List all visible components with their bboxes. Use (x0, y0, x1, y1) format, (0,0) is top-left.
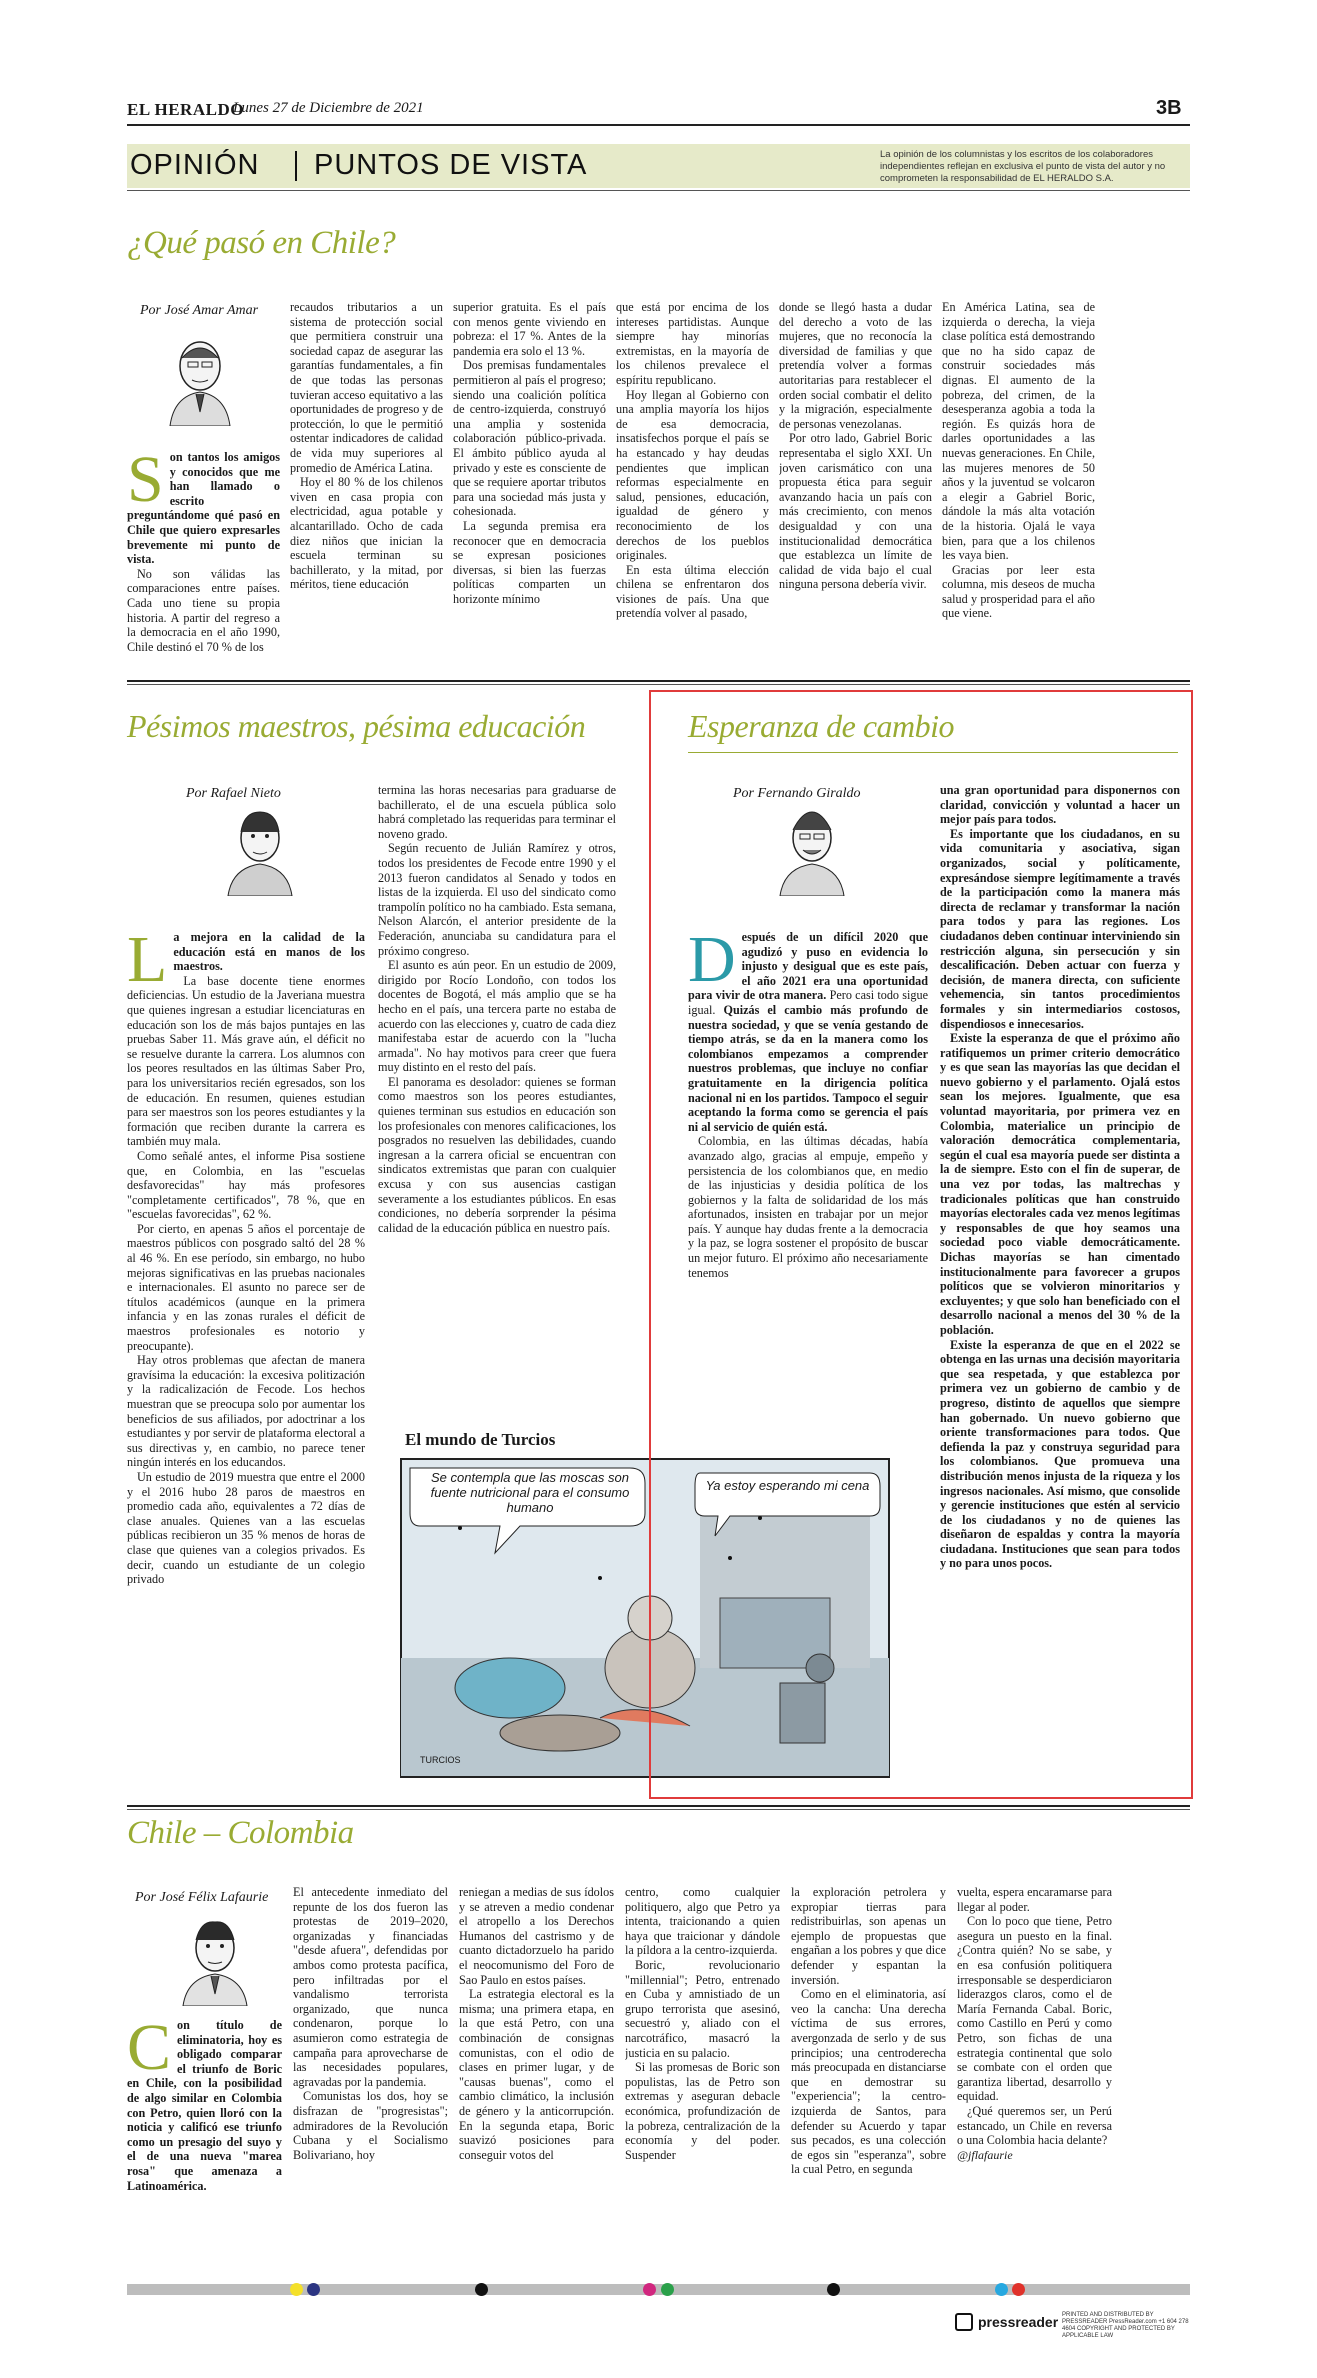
chile-col2-p2: Hoy el 80 % de los chilenos viven en casa propia con electricidad, agua potable y alcantarillado. Ocho de cada diez niños que inician la escuela terminan su bachillerato, y la mitad, por méritos, tiene educación (290, 475, 443, 592)
chile-col2-p1: recaudos tributarios a un sistema de protección social que permitiera construir una sociedad capaz de asegurar las garantías fundamentales, a fin de que todas las personas tuvieran acceso equitativo a las oportunidades de progreso y de protección, lo que le permitió ostentar indicadores de calidad de vida muy superiores al promedio de América Latina. (290, 300, 443, 475)
portrait-giraldo (772, 800, 852, 896)
page-number: 3B (1156, 97, 1182, 119)
colombia-col6-p2: Con lo poco que tiene, Petro asegura un puesto en la final. ¿Contra quién? No se sabe, y en esa confusión politiquera irresponsable se desperdiciaron liderazgos claros, como el de María Fernanda Cabal. Boric, como Castillo en Perú y como Petro, son fichas de una estrategia continental que solo se combate con el orden que garantiza libertad, desarrollo y equidad. (957, 1914, 1112, 2104)
colombia-col1-p1: on título de eliminatoria, hoy es obligado comparar el triunfo de Boric en Chile, con la posibilidad de algo similar en Colombia con Petro, quien lloró con la noticia y calificó ese triunfo como un presagio del suyo y el de una nueva "marea rosa" que amenaza a Latinoamérica. (127, 2018, 282, 2193)
chile-col6-p2: Gracias por leer esta columna, mis deseos de mucha salud y prosperidad para el año que viene. (942, 562, 1095, 621)
colombia-col4-p2: Boric, revolucionario "millennial"; Petro, entrenado en Cuba y amnistiado de un grupo terrorista que asesinó, secuestró y, aliado con el narcotráfico, masacró la justicia en su palacio. (625, 1957, 780, 2060)
chile-col2 (290, 300, 443, 665)
chile-col4-p1: que está por encima de los intereses partidistas. Aunque siempre hay minorías extremistas, en la mayoría de los chilenos prevalece el espíritu republicano. (616, 300, 769, 387)
colombia-col2-p1: El antecedente inmediato del repunte de los dos fueron las protestas de 2019–2020, organizadas y financiadas "desde afuera", defendidas por ambos como protesta pacífica, pero infiltradas por el vandalismo terrorista organizado, que nunca condenaron, porque lo asumieron como estrategia de campaña para aprovecharse de las necesidades populares, agravadas por la pandemia. (293, 1885, 448, 2089)
colombia-col5-p1: la exploración petrolera y expropiar tierras para redistribuirlas, son apenas un ejemplo de propuestas que engañan a los pobres y que dice defender y espantan la inversión. (791, 1885, 946, 1987)
cartoon-signature: TURCIOS (420, 1755, 461, 1765)
esperanza-col2 (940, 783, 1180, 1778)
colombia-col3-p1: reniegan a medias de sus ídolos y se atreven a medio condenar el atropello a los Derechos Humanos del castrismo y de cuanto dictadorzuelo ha parido el neocomunismo del Foro de Sao Paulo en estos países. (459, 1885, 614, 1987)
colombia-col4-p1: centro, como cualquier politiquero, algo que Petro ya intenta, traicionando a quien haya que traicionar y dándole la píldora a la centro-izquierda. (625, 1885, 780, 1958)
maestros-col2-p1: termina las horas necesarias para graduarse de bachillerato, el de una escuela pública solo habrá completado las requeridas para terminar el noveno grado. (378, 783, 616, 841)
headline-colombia: Chile – Colombia (127, 1815, 354, 1851)
masthead-brand: EL HERALDO (127, 100, 244, 119)
esperanza-lead-bold: espués de un difícil 2020 que agudizó y puso en evidencia lo injusto y desigual que es este país, el año 2021 era una oportunidad para vivir de otra manera. (688, 930, 928, 1003)
portrait-nieto (220, 800, 300, 896)
byline-colombia: Por José Félix Lafaurie (135, 1890, 269, 1905)
colombia-col2 (293, 1885, 448, 2275)
esperanza-col1 (688, 930, 928, 1380)
chile-col4 (616, 300, 769, 665)
pressreader-icon (955, 2313, 973, 2331)
headline-maestros: Pésimos maestros, pésima educación (127, 708, 586, 744)
maestros-col1-p2: La base docente tiene enormes deficiencias. Un estudio de la Javeriana muestra que quienes ingresan a estudiar licenciaturas en educación son los de más bajos puntajes en las pruebas Saber 11. Más grave aún, el déficit no se resuelve durante la carrera. Los alumnos con los peores resultados en las últimas Saber Pro, para los universitarios recién egresados, son los de educación. En resumen, quienes estudian para ser maestros son los peores estudiantes y la formación que reciben durante la carrera es también muy mala. (127, 973, 365, 1149)
chile-col3-p3: La segunda premisa era reconocer que en democracia se expresan posiciones diversas, si bien las fuerzas políticas comparten un horizonte mínimo (453, 518, 606, 606)
section-disclaimer: La opinión de los columnistas y los escritos de los colaboradores independientes reflejan en exclusiva el punto de vista del autor y no comprometen la responsabilidad de EL HERALDO S.A. (880, 149, 1166, 184)
colombia-col5 (791, 1885, 946, 2275)
colombia-col5-p2: Como en el eliminatoria, así veo la cancha: Una derecha víctima de sus errores, avergonzada de serlo y de sus principios; una centroderecha más preocupada en distanciarse que en demostrar su "experiencia"; la centro-izquierda de Santos, para defender su Acuerdo y tapar sus pecados, es una colección de egos sin "esperanza", sobre la cual Petro, en segunda (791, 1987, 946, 2177)
colombia-col4 (625, 1885, 780, 2275)
cartoon-bubble-left: Se contempla que las moscas son fuente nutricional para el consumo humano (430, 1470, 630, 1515)
byline-chile: Por José Amar Amar (140, 303, 259, 318)
pressreader-copyright: PRINTED AND DISTRIBUTED BY PRESSREADER PressReader.com +1 604 278 4604 COPYRIGHT AND PROTECTED BY APPLICABLE LAW (1062, 2312, 1189, 2339)
esperanza-col2-p2: Es importante que los ciudadanos, en su vida comunitaria y asociativa, sigan organizados, social y políticamente, expresándose siempre legítimamente a través de la participación como la manera más directa de reclamar y transformar la nación para todos y para las regiones. Los ciudadanos deben continuar interviniendo sin restricción alguna, sin persecución y sin descalificación. Deben actuar con fuerza y decisión, de manera directa, con suficiente vehemencia, sin tantos procedimientos formales y sin intermediarios costosos, dispendiosos e innecesarios. (940, 826, 1180, 1031)
registration-dot-green (661, 2283, 674, 2296)
registration-dot-black (475, 2283, 488, 2296)
maestros-col1-p3: Como señalé antes, el informe Pisa sostiene que, en Colombia, en las "escuelas desfavorecidas" hay más profesores "completamente certificados", 78 %, que en "escuelas favorecidas", 62 %. (127, 1148, 365, 1222)
colombia-col1 (127, 2018, 282, 2273)
pressreader-badge (955, 2313, 1058, 2331)
color-registration-bar (127, 2284, 1190, 2295)
maestros-col1-p1: a mejora en la calidad de la educación está en manos de los maestros. (173, 930, 365, 974)
esperanza-col1-p2: Colombia, en las últimas décadas, había avanzado algo, gracias al empuje, empeño y persistencia de los colombianos que, en medio de las injusticias y desidia política de los gobiernos y la falta de solidaridad de los más afortunados, insisten en trabajar por un mejor país. Y aunque hay dudas frente a la democracia y la paz, se logra sostener el propósito de buscar un mejor futuro. El próximo año necesariamente tenemos (688, 1134, 928, 1280)
registration-dot-black2 (827, 2283, 840, 2296)
chile-col6-p1: En América Latina, sea de izquierda o derecha, la vieja clase política está demostrando que no ha sido capaz de construir sociedades más dignas. El aumento de la pobreza, del crimen, de la desesperanza agobia a toda la región. Es quizás hora de darles oportunidades a las nuevas generaciones. En Chile, las mujeres menores de 50 años y la juventud se volcaron a elegir a Gabriel Boric, dándole la más alta votación de la historia. Ojalá le vaya bien, para que a los chilenos les vaya bien. (942, 300, 1095, 563)
pressreader-logo: pressreader (978, 2314, 1059, 2330)
chile-col5-p2: Por otro lado, Gabriel Boric representaba el siglo XXI. Un joven carismático con una propuesta ética para seguir avanzando hacia un país con más crecimiento, con menos desigualdad y con una institucionalidad democrática que establezca un límite de calidad de vida bajo el cual ninguna persona debería vivir. (779, 431, 932, 592)
registration-dot-navy (307, 2283, 320, 2296)
maestros-col2-p2: Según recuento de Julián Ramírez y otros, todos los presidentes de Fecode entre 1990 y el 2013 fueron candidatos al Senado y todos en listas de la izquierda. El uso del sindicato como trampolín político no ha cambiado. Esta semana, Nelson Alarcón, el anterior presidente de la Federación, anunciaba su candidatura para el próximo congreso. (378, 841, 616, 958)
maestros-col1-p6: Un estudio de 2019 muestra que entre el 2000 y el 2016 hubo 28 paros de maestros en promedio cada año, equivalentes a 72 días de clase anuales. Quienes van a las escuelas públicas recibieron un 35 % menos de horas de clase que quienes van a colegios privados. Es decir, cuando un estudiante de un colegio privado (127, 1469, 365, 1587)
chile-col4-p2: Hoy llegan al Gobierno con una amplia mayoría los hijos de esa democracia, insatisfechos porque el país se ha estancado y hay deudas pendientes que implican reformas especialmente en salud, pensiones, educación, igualdad de género y reconocimiento de los derechos de los pueblos originales. (616, 387, 769, 563)
colombia-col2-p2: Comunistas los dos, hoy se disfrazan de "progresistas"; admiradores de la Revolución Cubana y el Socialismo Bolivariano, hoy (293, 2089, 448, 2162)
colombia-col4-p3: Si las promesas de Boric son populistas, las de Petro son extremas y aseguran debacle económica, profundización de la pobreza, centralización de la economía y del poder. Suspender (625, 2060, 780, 2162)
headline-esperanza: Esperanza de cambio (688, 708, 955, 744)
colombia-col6-p3: ¿Qué queremos ser, un Perú estancado, un Chile en reversa o una Colombia hacia delante? (957, 2103, 1112, 2148)
colombia-handle: @jflafaurie (957, 2147, 1013, 2162)
chile-col4-p3: En esta última elección chilena se enfrentaron dos visiones de país. Una que pretendía volver al pasado, (616, 562, 769, 621)
maestros-col2-p3: El asunto es aún peor. En un estudio de 2009, dirigido por Rocío Londoño, con todos los docentes de Bogotá, el más amplio que se ha hecho en el país, una tercera parte no estaba de acuerdo con las elecciones y, cuatro de cada diez manifestaba estar de acuerdo con la "lucha armada". No hay motivos para creer que fuera muy distinto en el resto del país. (378, 958, 616, 1075)
portrait-amar (160, 330, 240, 426)
chile-col5-p1: donde se llegó hasta a dudar del derecho a voto de las mujeres, que no reconocía la diversidad de familias y que pretendía volver a formas autoritarias para restablecer el orden social combatir el delito y la migración, especialmente de personas venezolanas. (779, 300, 932, 431)
esperanza-lead-bold2: Quizás el cambio más profundo de nuestra sociedad, y que se venía gestando de tiempo atrás, se da en la manera como los colombianos empezamos a comprender nuestros problemas, que incluye no confiar gratuitamente en la dirigencia política nacional ni en los partidos. Tampoco el seguir aceptando la forma como se gerencia el país ni al servicio de quién está. (688, 1002, 928, 1134)
colombia-col3-p2: La estrategia electoral es la misma; una primera etapa, en la que está Petro, con una combinación de consignas comunistas, con el odio de clases en primer lugar, y de "causas buenas", como el cambio climático, la inclusión de género y la anticorrupción. En la segunda etapa, Boric suavizó posiciones para conseguir votos del (459, 1987, 614, 2162)
maestros-col1 (127, 930, 365, 1770)
dropcap-maestros: L (127, 930, 168, 996)
chile-col3-p2: Dos premisas fundamentales permitieron al país el progreso; siendo una coalición política de centro-izquierda, construyó una amplia y sostenida colaboración público-privada. El ámbito público ayuda al privado y este es consciente de que se requiere aportar tributos para una sociedad más justa y cohesionada. (453, 358, 606, 519)
dropcap-colombia: C (127, 2018, 172, 2084)
portrait-lafaurie (175, 1910, 255, 2006)
esperanza-col2-p1: una gran oportunidad para disponernos con claridad, convicción y voluntad a hacer un mejor país para todos. (940, 783, 1180, 827)
chile-col1 (127, 450, 280, 665)
esperanza-col2-p3: Existe la esperanza de que el próximo año ratifiquemos un primer criterio democrático y es que sean las mayorías las que decidan el nuevo gobierno y el parlamento. Ojalá estos sean los mejores. Igualmente, que esa voluntad mayoritaria, por primera vez en Colombia, materialice un principio de valoración democrática complementaria, según el cual esa mayoría puede ser distinta a la de siempre. Esto con el fin de superar, de una vez por todas, las maltrechas y tradicionales políticas que han construido mayorías electorales cada vez menos legítimas y responsables de que hoy seamos una sociedad poco viable democráticamente. Dichas mayorías se han cimentado institucionalmente para favorecer a grupos políticos que se volvieron minoritarios y excluyentes; y que solo han beneficiado con el desarrollo nacional a menos del 30 % de la población. (940, 1031, 1180, 1337)
maestros-col2 (378, 783, 616, 1423)
registration-dot-red (1012, 2283, 1025, 2296)
byline-esperanza: Por Fernando Giraldo (733, 786, 861, 801)
chile-col5 (779, 300, 932, 665)
masthead-date: Lunes 27 de Diciembre de 2021 (233, 100, 424, 116)
chile-col1-p2: No son válidas las comparaciones entre países. Cada uno tiene su propia historia. A partir del regreso a la democracia en el año 1990, Chile destinó el 70 % de los (127, 566, 280, 654)
esperanza-lead: Pero casi todo sigue igual. (688, 988, 928, 1017)
masthead-rule (127, 124, 1190, 126)
chile-col3 (453, 300, 606, 665)
registration-dot-yellow (290, 2283, 303, 2296)
chile-col1-p1: on tantos los amigos y conocidos que me han llamado o escrito preguntándome qué pasó en Chile que quiero expresarles brevemente mi punto de vista. (127, 450, 280, 567)
maestros-col1-p5: Hay otros problemas que afectan de manera gravísima la educación: la excesiva politización y la radicalización de Fecode. Los hechos muestran que se preocupa solo por aumentar los beneficios de sus afiliados, por adoctrinar a los estudiantes y por servir de plataforma electoral a sus directivas y, en cambio, no parece tener ningún interés en los educandos. (127, 1353, 365, 1470)
registration-dot-magenta (643, 2283, 656, 2296)
chile-col6 (942, 300, 1095, 665)
colombia-col6-p1: vuelta, espera encaramarse para llegar al poder. (957, 1885, 1112, 1914)
byline-maestros: Por Rafael Nieto (186, 786, 281, 801)
dropcap-esperanza: D (688, 930, 736, 996)
colombia-col3 (459, 1885, 614, 2275)
cartoon-bubble-right: Ya estoy esperando mi cena (705, 1478, 870, 1493)
section-title-puntos: PUNTOS DE VISTA (314, 149, 588, 181)
colombia-col6 (957, 1885, 1112, 2275)
section-title-opinion: OPINIÓN (130, 149, 260, 181)
section-divider (295, 151, 297, 181)
maestros-col1-p4: Por cierto, en apenas 5 años el porcentaje de maestros públicos con posgrado saltó del 28 % al 46 %. En ese período, sin embargo, no hubo mejoras significativas en las pruebas nacionales e internacionales. El asunto no parece ser de títulos académicos (aunque en la primera infancia y en las zonas rurales el déficit de maestros profesionales es notorio y preocupante). (127, 1221, 365, 1353)
registration-dot-cyan (995, 2283, 1008, 2296)
esperanza-col2-p4: Existe la esperanza de que en el 2022 se obtenga en las urnas una decisión mayoritaria que sea respetada, y que establezca por primera vez un gobierno de cambio y de progreso, distinto de aquellos que siempre han gobernado. Un nuevo gobierno que oriente transformaciones para todos. Que defienda la paz y construya seguridad para los colombianos. Que promueva una distribución menos injusta de la riqueza y los ingresos nacionales. Así mismo, que consolide y gerencie instituciones que estén al servicio de los ciudadanos y no de quienes las diseñaron de espaldas y contra la mayoría ciudadana. Instituciones que sean para todos y no para unos pocos. (940, 1337, 1180, 1571)
cartoon-title: El mundo de Turcios (405, 1430, 556, 1449)
dropcap-chile: S (127, 450, 164, 516)
chile-col3-p1: superior gratuita. Es el país con menos gente viviendo en pobreza: el 17 %. Antes de la pandemia era solo el 13 %. (453, 300, 606, 358)
headline-chile: ¿Qué pasó en Chile? (127, 225, 396, 261)
maestros-col2-p4: El panorama es desolador: quienes se forman como maestros son los peores estudiantes, quienes terminan sus estudios en educación son los profesionales con menores calificaciones, los posgrados no resuelven las debilidades, cuando ingresan a la carrera oficial se encuentran con sindicatos extremistas que paran con cualquier excusa y con sus ausencias castigan severamente a los estudiantes públicos. En esas condiciones, no debería sorprender la pésima calidad de la educación pública en nuestro país. (378, 1074, 616, 1235)
